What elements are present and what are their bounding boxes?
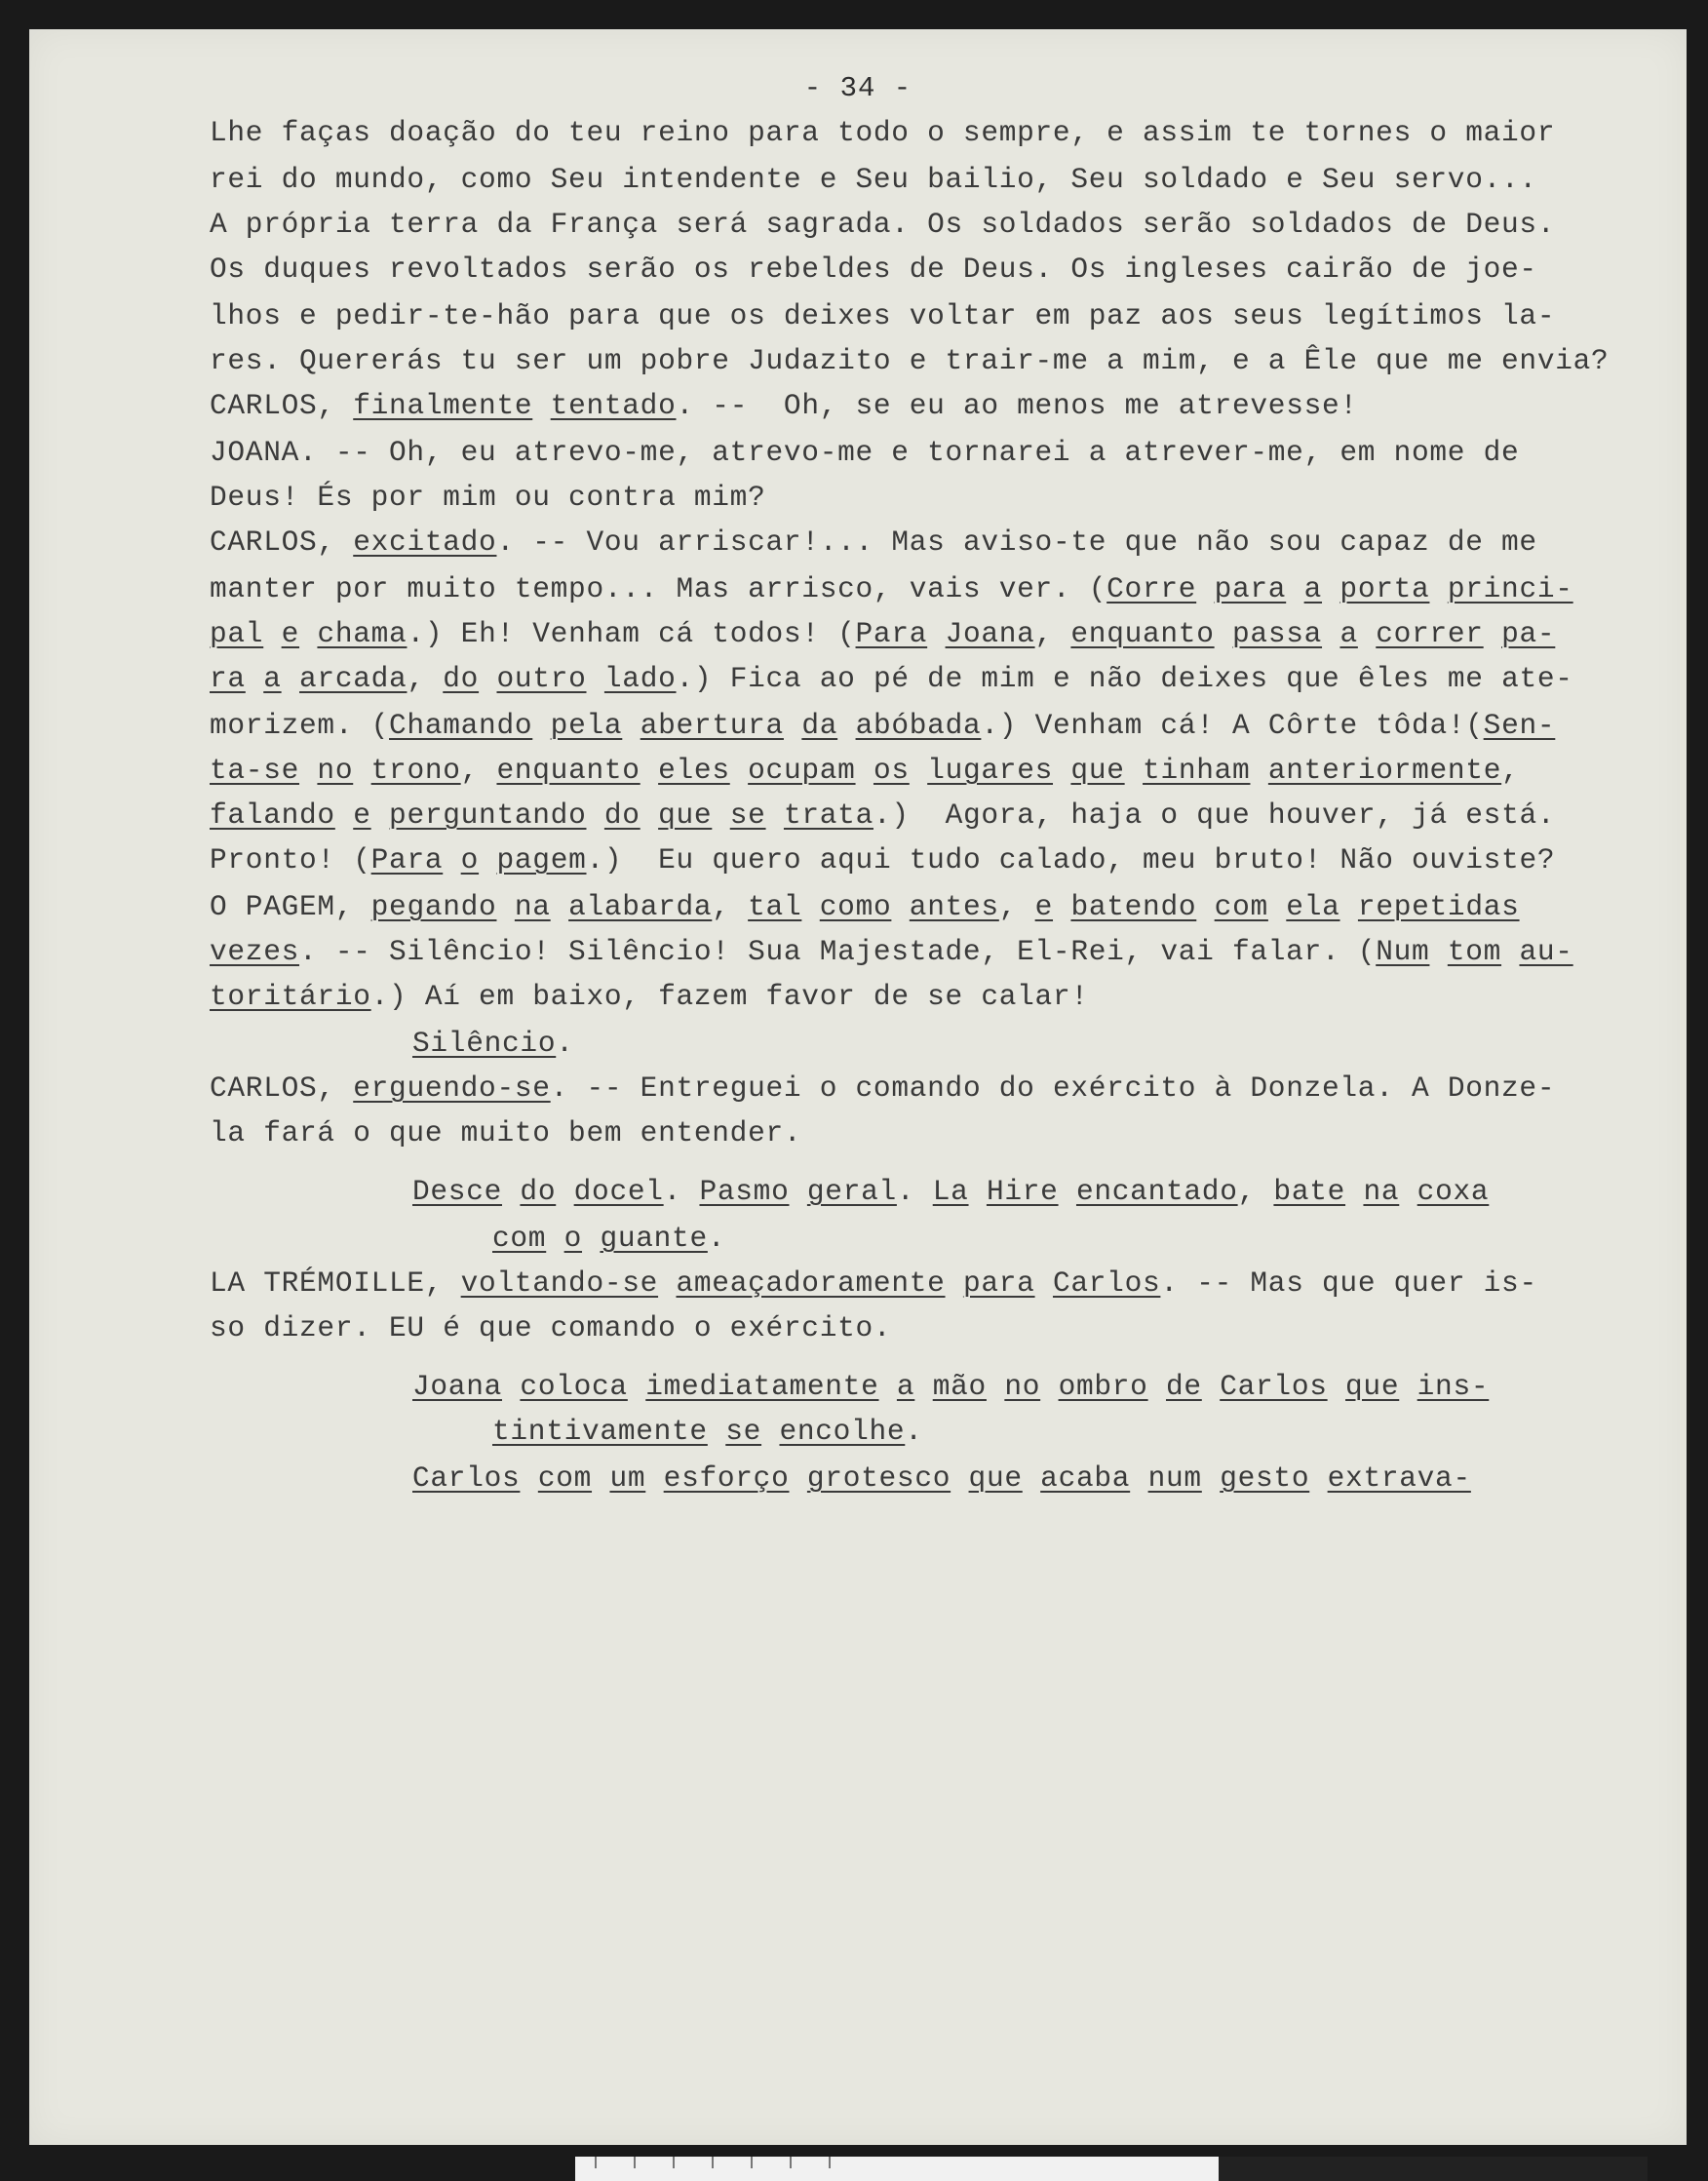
stage-direction-text: pal (210, 617, 264, 650)
text-line (210, 1071, 1555, 1106)
stage-direction-text: esforço (663, 1461, 790, 1495)
stage-direction-text: excitado (353, 526, 497, 559)
stage-direction-text: tal (748, 890, 802, 923)
stage-direction-text: toritário (210, 980, 371, 1013)
dialogue-text: .) Agora, haja o que houver, já está. (873, 798, 1556, 832)
dialogue-text (532, 709, 550, 742)
stage-direction-text: no (317, 754, 354, 787)
dialogue-text (282, 662, 299, 695)
dialogue-text (658, 1266, 676, 1300)
stage-direction-text: eles (658, 754, 730, 787)
stage-direction-text: Joana (945, 617, 1035, 650)
dialogue-text: .) Venham cá! A Côrte tôda!( (981, 709, 1484, 742)
stage-direction-text: se (725, 1415, 762, 1448)
text-line (210, 979, 1089, 1014)
dialogue-text (1148, 1370, 1166, 1403)
stage-direction-text: encolhe (779, 1415, 906, 1448)
text-line (412, 1026, 574, 1061)
text-line (210, 571, 1573, 606)
dialogue-text (712, 798, 729, 832)
text-line (210, 753, 1520, 788)
dialogue-text: JOANA. -- Oh, eu atrevo-me, atrevo-me e tornarei a atrever-me, em nome de (210, 436, 1520, 469)
dialogue-text: Pronto! ( (210, 843, 371, 876)
stage-direction-text: Sen- (1483, 709, 1556, 742)
dialogue-text: LA TRÉMOILLE, (210, 1266, 461, 1300)
dialogue-text (1125, 754, 1143, 787)
dialogue-text: . (707, 1222, 726, 1255)
stage-direction-text: perguntando (389, 798, 587, 832)
text-line (210, 842, 1555, 877)
stage-direction-text: au- (1519, 935, 1573, 968)
text-line (210, 934, 1573, 969)
dialogue-text (502, 1370, 520, 1403)
dialogue-text (496, 890, 514, 923)
dialogue-text: rei do mundo, como Seu intendente e Seu bailio, Seu soldado e Seu servo... (210, 163, 1537, 196)
text-line (492, 1221, 725, 1256)
dialogue-text (299, 617, 317, 650)
stage-direction-text: erguendo-se (353, 1071, 551, 1105)
dialogue-text (1309, 1461, 1327, 1495)
text-line (210, 798, 1555, 833)
dialogue-text (910, 754, 927, 787)
dialogue-text (951, 1461, 968, 1495)
dialogue-text: . -- Vou arriscar!... Mas aviso-te que não sou capaz de me (496, 526, 1537, 559)
dialogue-text: . -- Oh, se eu ao menos me atrevesse! (676, 389, 1358, 422)
dialogue-text: , (460, 754, 497, 787)
dialogue-text: O PAGEM, (210, 890, 371, 923)
dialogue-text (1399, 1370, 1417, 1403)
stage-direction-text: o (460, 843, 480, 876)
dialogue-text: A própria terra da França será sagrada. Os soldados serão soldados de Deus. (210, 208, 1556, 241)
stage-direction-text: do (520, 1175, 557, 1208)
dialogue-text (730, 754, 748, 787)
dialogue-text (1053, 754, 1070, 787)
stage-direction-text: ela (1286, 890, 1340, 923)
dialogue-text (987, 1370, 1004, 1403)
stage-direction-text: pegando (370, 890, 497, 923)
stage-direction-text: ombro (1058, 1370, 1148, 1403)
dialogue-text (1040, 1370, 1058, 1403)
stage-direction-text: guante (600, 1222, 708, 1255)
stage-direction-text: a (896, 1370, 915, 1403)
dialogue-text (927, 617, 945, 650)
dialogue-text (622, 709, 640, 742)
stage-direction-text: Para (370, 843, 444, 876)
stage-direction-text: pela (550, 709, 623, 742)
stage-direction-text: trata (783, 798, 873, 832)
stage-direction-text: voltando-se (460, 1266, 659, 1300)
stage-direction-text: finalmente (353, 389, 533, 422)
stage-direction-text: no (1004, 1370, 1041, 1403)
text-line (210, 616, 1555, 651)
dialogue-text (246, 662, 263, 695)
dialogue-text (790, 1461, 807, 1495)
dialogue-text (1053, 890, 1070, 923)
stage-direction-text: Pasmo (699, 1175, 790, 1208)
stage-direction-text: se (729, 798, 766, 832)
stage-direction-text: arcada (299, 662, 408, 695)
dialogue-text: Os duques revoltados serão os rebeldes de Deus. Os ingleses cairão de joe- (210, 253, 1537, 286)
stage-direction-text: Corre (1106, 572, 1197, 605)
stage-direction-text: chama (317, 617, 408, 650)
dialogue-text (299, 754, 317, 787)
dialogue-text: CARLOS, (210, 526, 354, 559)
dialogue-text: .) Eh! Venham cá todos! ( (407, 617, 856, 650)
dialogue-text (353, 754, 370, 787)
dialogue-text (443, 843, 460, 876)
dialogue-text (1358, 617, 1376, 650)
stage-direction-text: com (1214, 890, 1268, 923)
dialogue-text (801, 890, 819, 923)
dialogue-text (1250, 754, 1267, 787)
dialogue-text (628, 1370, 645, 1403)
text-line (210, 207, 1555, 242)
typewritten-page (29, 29, 1687, 2145)
dialogue-text: .) Eu quero aqui tudo calado, meu bruto! Não ouviste? (586, 843, 1556, 876)
dialogue-text (587, 662, 604, 695)
stage-direction-text: extrava- (1327, 1461, 1471, 1495)
dialogue-text (1340, 890, 1358, 923)
dialogue-text (969, 1175, 987, 1208)
dialogue-text (761, 1415, 779, 1448)
stage-direction-text: para (1214, 572, 1287, 605)
text-line (210, 298, 1555, 333)
dialogue-text (1345, 1175, 1363, 1208)
stage-direction-text: pagem (496, 843, 587, 876)
text-line (210, 343, 1609, 378)
dialogue-text (708, 1415, 725, 1448)
stage-direction-text: falando (210, 798, 335, 832)
stage-direction-text: Carlos (1052, 1266, 1161, 1300)
dialogue-text: .) Aí em baixo, fazem favor de se calar! (370, 980, 1089, 1013)
stage-direction-text: docel (573, 1175, 664, 1208)
stage-direction-text: coloca (520, 1370, 628, 1403)
stage-direction-text: a (263, 662, 282, 695)
dialogue-text (520, 1461, 537, 1495)
stage-direction-text: Chamando (389, 709, 533, 742)
text-line (210, 889, 1520, 924)
stage-direction-text: e (1034, 890, 1054, 923)
text-line (210, 435, 1519, 470)
dialogue-text: , (407, 662, 444, 695)
stage-direction-text: ins- (1417, 1370, 1490, 1403)
dialogue-text (1286, 572, 1303, 605)
stage-direction-text: Desce (412, 1175, 503, 1208)
dialogue-text (582, 1222, 600, 1255)
dialogue-text (789, 1175, 806, 1208)
dialogue-text: . -- Silêncio! Silêncio! Sua Majestade, El-Rei, vai falar. ( (299, 935, 1377, 968)
dialogue-text (645, 1461, 663, 1495)
text-line (210, 115, 1555, 150)
stage-direction-text: os (873, 754, 910, 787)
stage-direction-text: na (514, 890, 551, 923)
dialogue-text (263, 617, 281, 650)
dialogue-text (766, 798, 784, 832)
stage-direction-text: o (563, 1222, 583, 1255)
dialogue-text: . (905, 1415, 923, 1448)
dialogue-text: la fará o que muito bem entender. (210, 1116, 802, 1149)
dialogue-text (1023, 1461, 1040, 1495)
stage-direction-text: do (603, 798, 640, 832)
stage-direction-text: gesto (1220, 1461, 1310, 1495)
dialogue-text: , (712, 890, 749, 923)
dialogue-text (640, 798, 658, 832)
stage-direction-text: do (443, 662, 480, 695)
stage-direction-text: Carlos (412, 1461, 521, 1495)
stage-direction-text: de (1165, 1370, 1202, 1403)
stage-direction-text: Para (855, 617, 928, 650)
dialogue-text (837, 709, 855, 742)
stage-direction-text: da (801, 709, 838, 742)
text-line (492, 1414, 923, 1449)
dialogue-text: . (556, 1027, 574, 1060)
stage-direction-text: como (819, 890, 892, 923)
dialogue-text (371, 798, 389, 832)
dialogue-text: . -- Mas que quer is- (1160, 1266, 1537, 1300)
text-line (210, 708, 1555, 743)
dialogue-text: . (896, 1175, 933, 1208)
page-number: - 34 - (803, 72, 912, 104)
stage-direction-text: La (932, 1175, 969, 1208)
dialogue-text (891, 890, 909, 923)
stage-direction-text: a (1339, 617, 1358, 650)
stage-direction-text: com (492, 1222, 547, 1255)
text-line (210, 162, 1537, 197)
dialogue-text (1501, 935, 1519, 968)
stage-direction-text: tom (1447, 935, 1502, 968)
dialogue-text: . -- Entreguei o comando do exército à Donzela. A Donze- (550, 1071, 1556, 1105)
dialogue-text (1059, 1175, 1076, 1208)
text-line (210, 525, 1537, 560)
scan-ruler (575, 2157, 1648, 2181)
stage-direction-text: tentado (550, 389, 677, 422)
text-line (210, 661, 1573, 696)
dialogue-text (879, 1370, 897, 1403)
stage-direction-text: abóbada (855, 709, 982, 742)
stage-direction-text: um (609, 1461, 646, 1495)
stage-direction-text: que (1070, 754, 1125, 787)
dialogue-text (532, 389, 550, 422)
stage-direction-text: acaba (1040, 1461, 1131, 1495)
dialogue-text (551, 890, 568, 923)
stage-direction-text: Carlos (1220, 1370, 1328, 1403)
stage-direction-text: e (353, 798, 371, 832)
text-line (210, 1115, 801, 1150)
dialogue-text (1202, 1461, 1220, 1495)
dialogue-text: CARLOS, (210, 389, 354, 422)
stage-direction-text: com (537, 1461, 593, 1495)
dialogue-text (1322, 617, 1339, 650)
stage-direction-text: vezes (210, 935, 300, 968)
text-line (210, 1310, 891, 1345)
stage-direction-text: pa- (1501, 617, 1556, 650)
stage-direction-text: princi- (1447, 572, 1573, 605)
text-line (412, 1369, 1489, 1404)
stage-direction-text: porta (1339, 572, 1430, 605)
stage-direction-text: Joana (412, 1370, 503, 1403)
stage-direction-text: lugares (927, 754, 1054, 787)
stage-direction-text: encantado (1075, 1175, 1238, 1208)
stage-direction-text: anteriormente (1267, 754, 1502, 787)
dialogue-text: , (1501, 754, 1520, 787)
stage-direction-text: trono (370, 754, 461, 787)
stage-direction-text: ocupam (748, 754, 856, 787)
dialogue-text (1215, 617, 1232, 650)
dialogue-text (914, 1370, 932, 1403)
dialogue-text (640, 754, 658, 787)
stage-direction-text: alabarda (568, 890, 713, 923)
dialogue-text: Lhe faças doação do teu reino para todo o sempre, e assim te tornes o maior (210, 116, 1556, 149)
stage-direction-text: que (1345, 1370, 1400, 1403)
dialogue-text (479, 843, 496, 876)
dialogue-text (1484, 617, 1501, 650)
dialogue-text (1328, 1370, 1345, 1403)
stage-direction-text: repetidas (1357, 890, 1520, 923)
stage-direction-text: a (1303, 572, 1323, 605)
dialogue-text (335, 798, 353, 832)
stage-direction-text: Hire (986, 1175, 1059, 1208)
dialogue-text (592, 1461, 609, 1495)
stage-direction-text: que (968, 1461, 1023, 1495)
stage-direction-text: antes (909, 890, 999, 923)
text-line (210, 388, 1358, 423)
dialogue-text: CARLOS, (210, 1071, 354, 1105)
stage-direction-text: tinham (1143, 754, 1251, 787)
stage-direction-text: ameaçadoramente (676, 1266, 946, 1300)
dialogue-text: so dizer. EU é que comando o exército. (210, 1311, 892, 1344)
stage-direction-text: outro (496, 662, 587, 695)
text-line (210, 252, 1537, 287)
dialogue-text (946, 1266, 963, 1300)
dialogue-text (1035, 1266, 1053, 1300)
stage-direction-text: grotesco (806, 1461, 951, 1495)
dialogue-text (1322, 572, 1339, 605)
stage-direction-text: geral (806, 1175, 897, 1208)
dialogue-text (1196, 572, 1214, 605)
dialogue-text: morizem. ( (210, 709, 390, 742)
stage-direction-text: que (658, 798, 713, 832)
stage-direction-text: para (962, 1266, 1035, 1300)
dialogue-text (556, 1175, 573, 1208)
stage-direction-text: e (281, 617, 300, 650)
dialogue-text: lhos e pedir-te-hão para que os deixes voltar em paz aos seus legítimos la- (210, 299, 1556, 332)
text-line (412, 1174, 1489, 1209)
dialogue-text: , (1237, 1175, 1274, 1208)
stage-direction-text: ta-se (210, 754, 300, 787)
stage-direction-text: lado (603, 662, 677, 695)
dialogue-text (479, 662, 496, 695)
dialogue-text (1429, 935, 1447, 968)
stage-direction-text: mão (932, 1370, 987, 1403)
dialogue-text: , (998, 890, 1035, 923)
dialogue-text (1130, 1461, 1147, 1495)
stage-direction-text: coxa (1417, 1175, 1490, 1208)
dialogue-text: .) Fica ao pé de mim e não deixes que êles me ate- (676, 662, 1573, 695)
dialogue-text (502, 1175, 520, 1208)
dialogue-text (1429, 572, 1447, 605)
stage-direction-text: na (1363, 1175, 1400, 1208)
dialogue-text (586, 798, 603, 832)
dialogue-text: manter por muito tempo... Mas arrisco, vais ver. ( (210, 572, 1107, 605)
dialogue-text (784, 709, 801, 742)
stage-direction-text: bate (1273, 1175, 1346, 1208)
stage-direction-text: enquanto (496, 754, 640, 787)
dialogue-text (1196, 890, 1214, 923)
text-line (412, 1460, 1471, 1496)
stage-direction-text: Silêncio (412, 1027, 557, 1060)
dialogue-text: Deus! És por mim ou contra mim? (210, 481, 766, 514)
stage-direction-text: correr (1376, 617, 1484, 650)
stage-direction-text: enquanto (1070, 617, 1215, 650)
dialogue-text (546, 1222, 563, 1255)
stage-direction-text: batendo (1070, 890, 1197, 923)
stage-direction-text: abertura (640, 709, 784, 742)
text-line (210, 480, 766, 515)
dialogue-text (1399, 1175, 1417, 1208)
dialogue-text (1268, 890, 1286, 923)
dialogue-text (1202, 1370, 1220, 1403)
text-line (210, 1266, 1537, 1301)
stage-direction-text: passa (1232, 617, 1323, 650)
stage-direction-text: imediatamente (645, 1370, 879, 1403)
stage-direction-text: num (1147, 1461, 1202, 1495)
dialogue-text: , (1034, 617, 1071, 650)
dialogue-text: . (663, 1175, 700, 1208)
dialogue-text: res. Quererás tu ser um pobre Judazito e trair-me a mim, e a Êle que me envia? (210, 344, 1610, 377)
dialogue-text (856, 754, 873, 787)
stage-direction-text: ra (210, 662, 246, 695)
stage-direction-text: tintivamente (492, 1415, 708, 1448)
stage-direction-text: Num (1376, 935, 1430, 968)
